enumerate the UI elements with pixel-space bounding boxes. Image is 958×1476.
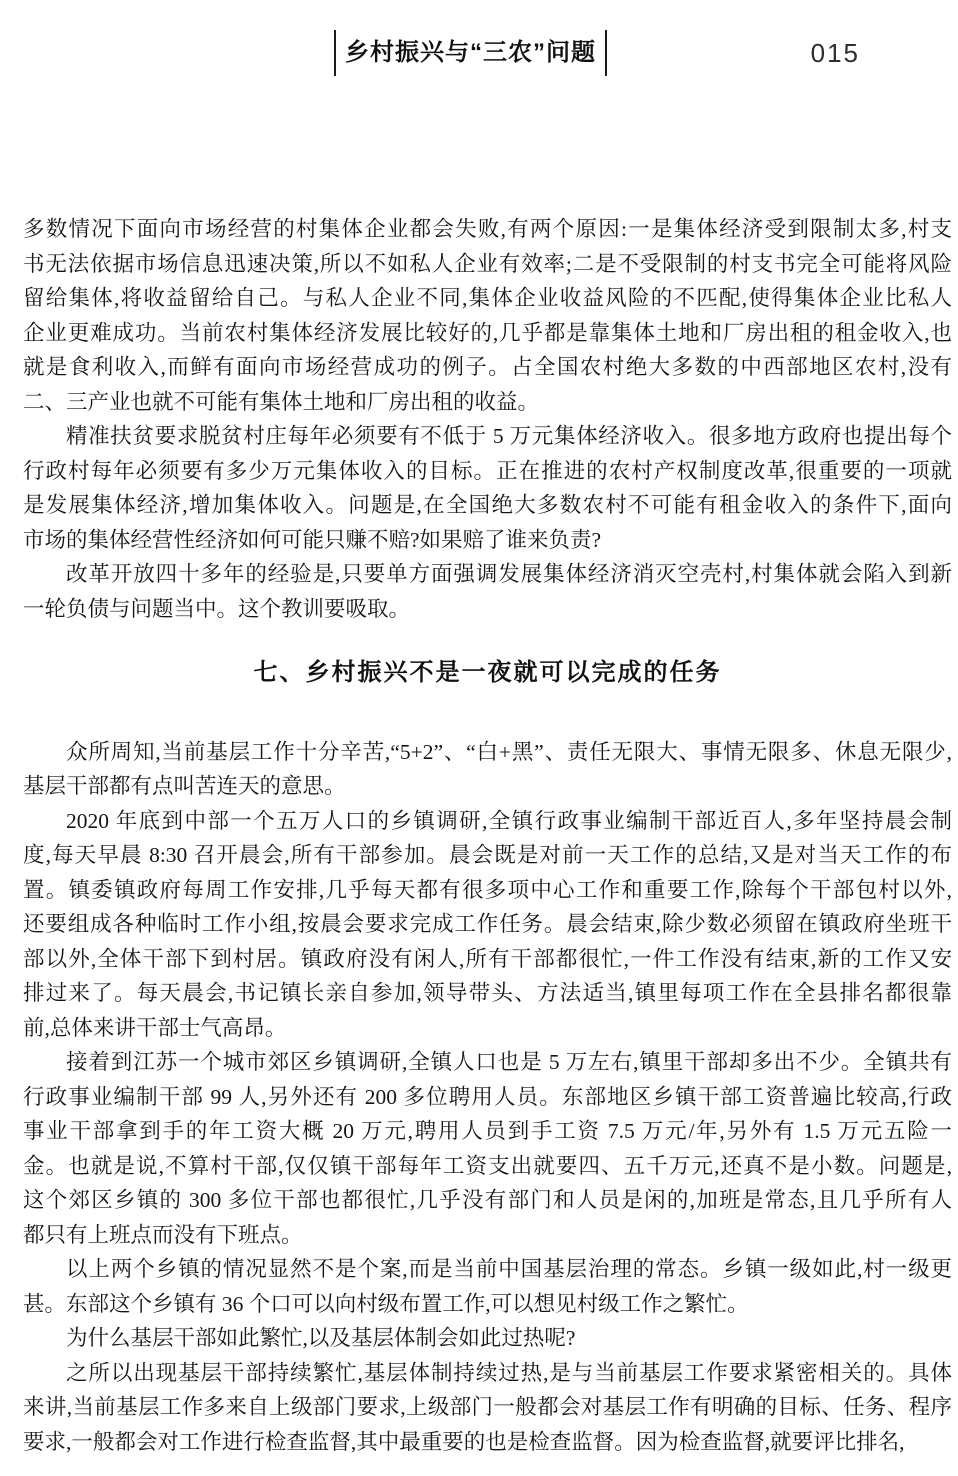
text-line: 二、三产业也就不可能有集体土地和厂房出租的收益。 xyxy=(23,389,540,414)
text-line: 排过来了。每天晨会,书记镇长亲自参加,领导带头、方法适当,镇里每项工作在全县排名都很靠 xyxy=(23,981,952,1005)
paragraph xyxy=(23,1356,952,1460)
text-line: 基层干部都有点叫苦连天的意思。 xyxy=(23,774,346,798)
text-line: 精准扶贫要求脱贫村庄每年必须要有不低于 5 万元集体经济收入。很多地方政府也提出每个 xyxy=(66,424,952,448)
text-line: 市场的集体经营性经济如何可能只赚不赔?如果赔了谁来负责? xyxy=(23,527,602,552)
text-line: 留给集体,将收益留给自己。与私人企业不同,集体企业收益风险的不匹配,使得集体企业比私人 xyxy=(23,286,952,310)
text-line: 多数情况下面向市场经营的村集体企业都会失败,有两个原因:一是集体经济受到限制太多,村支 xyxy=(23,217,952,241)
text-line: 还要组成各种临时工作小组,按晨会要求完成工作任务。晨会结束,除少数必须留在镇政府坐班干 xyxy=(23,912,952,936)
text-line: 行政事业编制干部 99 人,另外还有 200 多位聘用人员。东部地区乡镇干部工资普遍比较高,行政 xyxy=(23,1084,952,1109)
paragraph xyxy=(23,419,952,557)
text-line: 甚。东部这个乡镇有 36 个口可以向村级布置工作,可以想见村级工作之繁忙。 xyxy=(23,1291,749,1316)
page-number: 015 xyxy=(810,38,860,68)
text-line: 为什么基层干部如此繁忙,以及基层体制会如此过热呢? xyxy=(66,1326,576,1350)
page-header xyxy=(0,0,958,110)
paragraph xyxy=(23,1045,952,1252)
text-line: 前,总体来讲干部士气高昂。 xyxy=(23,1015,287,1040)
paragraph xyxy=(23,735,952,804)
text-line: 以上两个乡镇的情况显然不是个案,而是当前中国基层治理的常态。乡镇一级如此,村一级更 xyxy=(66,1257,952,1281)
text-line: 行政村每年必须要有多少万元集体收入的目标。正在推进的农村产权制度改革,很重要的一项就 xyxy=(23,458,952,483)
section-heading: 七、乡村振兴不是一夜就可以完成的任务 xyxy=(253,659,722,686)
text-line: 金。也就是说,不算村干部,仅仅镇干部每年工资支出就要四、五千万元,还真不是小数。问题是, xyxy=(23,1153,952,1178)
text-line: 度,每天早晨 8:30 召开晨会,所有干部参加。晨会既是对前一天工作的总结,又是对当天工作的布 xyxy=(23,843,952,867)
text-line: 部以外,全体干部下到村居。镇政府没有闲人,所有干部都很忙,一件工作没有结束,新的工作又安 xyxy=(23,946,952,971)
running-head xyxy=(334,30,607,76)
text-line: 众所周知,当前基层工作十分辛苦,“5+2”、“白+黑”、责任无限大、事情无限多、休息无限少, xyxy=(66,739,952,764)
text-line: 是发展集体经济,增加集体收入。问题是,在全国绝大多数农村不可能有租金收入的条件下,面向 xyxy=(23,493,952,517)
paragraph xyxy=(23,1252,952,1321)
paragraph xyxy=(23,557,952,626)
text-line: 事业干部拿到手的年工资大概 20 万元,聘用人员到手工资 7.5 万元/年,另外有 1.5 万元五险一 xyxy=(23,1119,952,1143)
text-line: 来讲,当前基层工作多来自上级部门要求,上级部门一般都会对基层工作有明确的目标、任务、程序 xyxy=(23,1395,952,1419)
paragraph xyxy=(23,212,952,419)
paragraph xyxy=(23,804,952,1046)
text-line: 接着到江苏一个城市郊区乡镇调研,全镇人口也是 5 万左右,镇里干部却多出不少。全镇共有 xyxy=(66,1050,952,1074)
text-line: 2020 年底到中部一个五万人口的乡镇调研,全镇行政事业编制干部近百人,多年坚持晨会制 xyxy=(66,808,952,833)
text-line: 之所以出现基层干部持续繁忙,基层体制持续过热,是与当前基层工作要求紧密相关的。具体 xyxy=(66,1360,952,1385)
header-rule-right xyxy=(605,30,607,76)
body-text xyxy=(23,212,952,1459)
header-rule-left xyxy=(334,30,336,76)
text-line: 置。镇委镇政府每周工作安排,几乎每天都有很多项中心工作和重要工作,除每个干部包村以外, xyxy=(23,877,952,902)
text-line: 要求,一般都会对工作进行检查监督,其中最重要的也是检查监督。因为检查监督,就要评比排名, xyxy=(23,1429,905,1454)
text-line: 就是食利收入,而鲜有面向市场经营成功的例子。占全国农村绝大多数的中西部地区农村,没有 xyxy=(23,355,952,379)
text-line: 这个郊区乡镇的 300 多位干部也都很忙,几乎没有部门和人员是闲的,加班是常态,且几乎所有人 xyxy=(23,1188,952,1212)
text-line: 企业更难成功。当前农村集体经济发展比较好的,几乎都是靠集体土地和厂房出租的租金收入,也 xyxy=(23,320,952,345)
chapter-title: 乡村振兴与“三农”问题 xyxy=(345,39,596,66)
text-line: 书无法依据市场信息迅速决策,所以不如私人企业有效率;二是不受限制的村支书完全可能将风险 xyxy=(23,251,952,276)
text-line: 都只有上班点而没有下班点。 xyxy=(23,1222,303,1247)
text-line: 改革开放四十多年的经验是,只要单方面强调发展集体经济消灭空壳村,村集体就会陷入到新 xyxy=(66,562,952,586)
paragraph xyxy=(23,1321,952,1356)
text-line: 一轮负债与问题当中。这个教训要吸取。 xyxy=(23,596,411,621)
